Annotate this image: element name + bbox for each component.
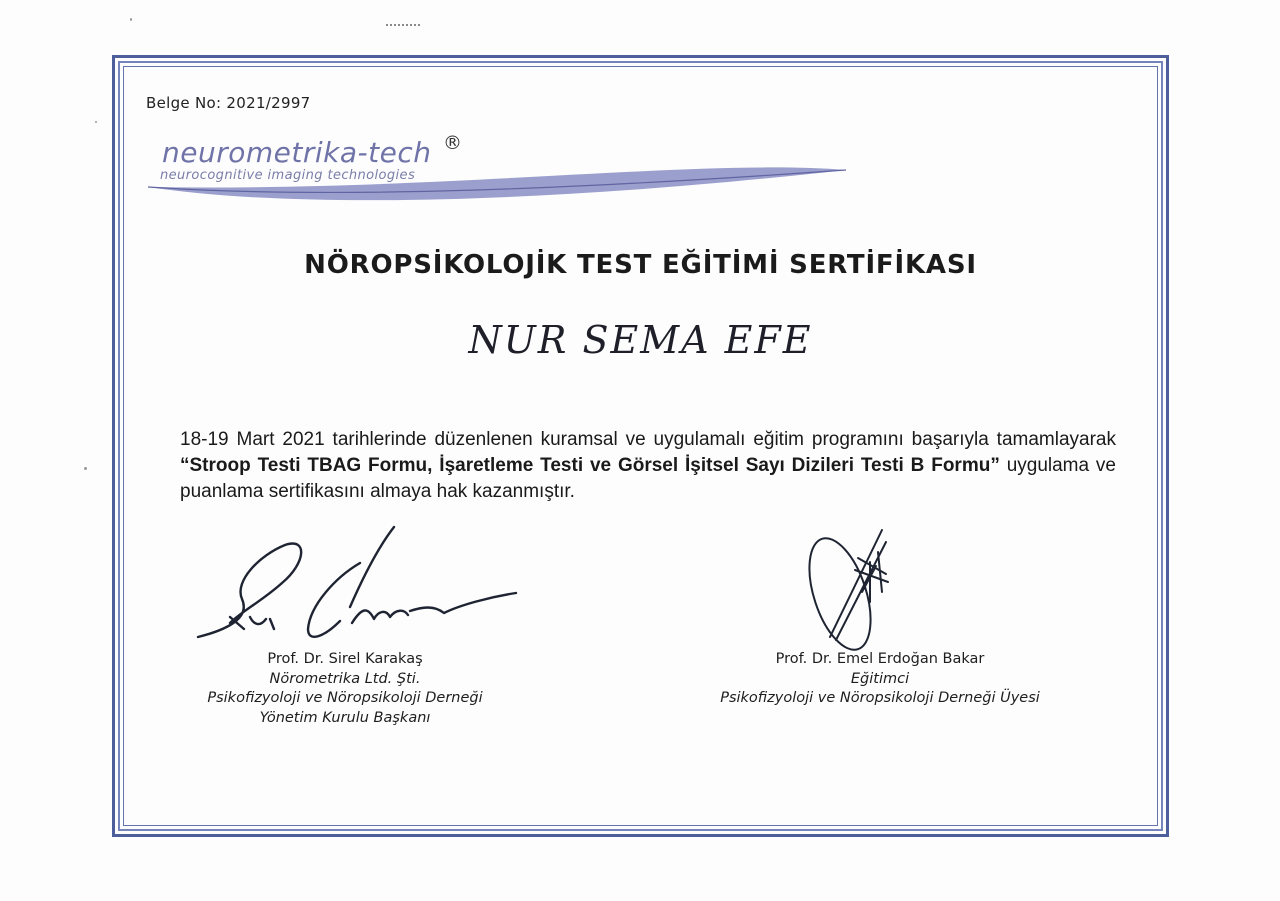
signatory-left-name: Prof. Dr. Sirel Karakaş — [267, 651, 423, 667]
signatory-left-role: Yönetim Kurulu Başkanı — [259, 709, 431, 726]
scan-artifact — [84, 467, 87, 470]
signatory-right — [680, 650, 1080, 709]
certificate-title: NÖROPSİKOLOJİK TEST EĞİTİMİ SERTİFİKASI — [304, 250, 977, 280]
signatory-left — [170, 650, 520, 728]
signature-left — [190, 525, 530, 650]
body-text-courses: “Stroop Testi TBAG Formu, İşaretleme Testi ve Görsel İşitsel Sayı Dizileri Testi B Formu” — [180, 455, 1000, 476]
signature-right — [800, 522, 900, 657]
scan-artifact — [130, 18, 132, 21]
signatory-left-association: Psikofizyoloji ve Nöropsikoloji Derneği — [207, 690, 483, 706]
scan-artifact — [386, 24, 420, 30]
registered-mark: ® — [443, 132, 462, 154]
company-logo — [140, 130, 860, 215]
logo-name: neurometrika-tech — [162, 136, 432, 169]
logo-tagline: neurocognitive imaging technologies — [160, 168, 416, 183]
scan-artifact — [95, 121, 97, 123]
body-text-part1: 18-19 Mart 2021 tarihlerinde düzenlenen kuramsal ve uygulamalı eğitim programını başarıyla tamamlayarak — [180, 429, 1116, 450]
signatory-left-company: Nörometrika Ltd. Şti. — [269, 670, 421, 687]
certificate-body — [180, 427, 1116, 505]
document-number: Belge No: 2021/2997 — [146, 94, 311, 112]
signatory-right-name: Prof. Dr. Emel Erdoğan Bakar — [775, 651, 985, 667]
signatory-right-association: Psikofizyoloji ve Nöropsikoloji Derneği Üyesi — [720, 690, 1040, 706]
body-text-part2: uygulama ve puanlama sertifikasını almaya hak kazanmıştır. — [180, 455, 1116, 502]
recipient-name: NUR SEMA EFE — [468, 318, 813, 362]
signatory-right-role: Eğitimci — [850, 670, 910, 687]
